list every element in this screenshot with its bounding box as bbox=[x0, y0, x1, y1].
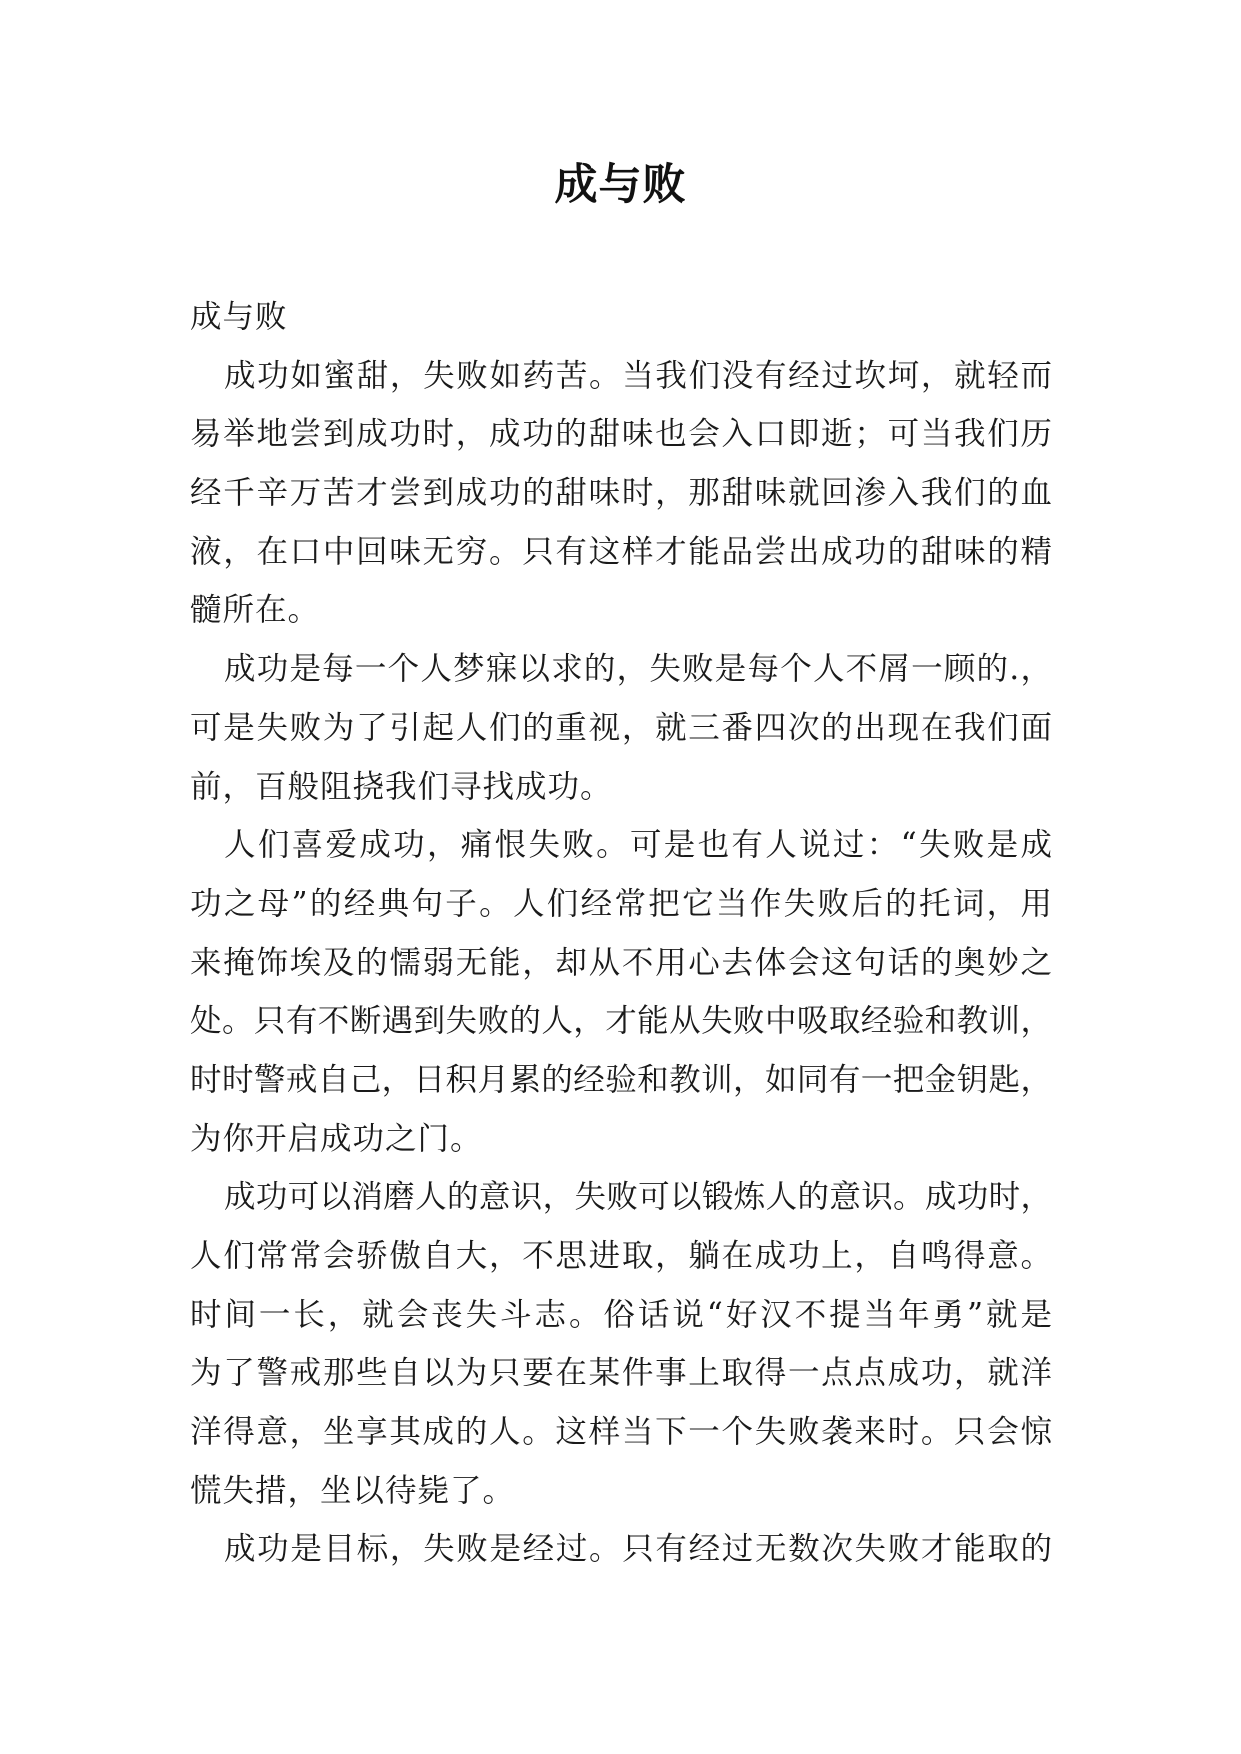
paragraph bbox=[190, 640, 1052, 816]
paragraph-line: 经千辛万苦才尝到成功的甜味时，那甜味就回渗入我们的血 bbox=[190, 475, 1052, 512]
document-body bbox=[190, 288, 1052, 1579]
paragraph-line: 处。只有不断遇到失败的人，才能从失败中吸取经验和教训， bbox=[190, 1003, 1052, 1040]
paragraph-line: 功之母”的经典句子。人们经常把它当作失败后的托词，用 bbox=[190, 885, 1052, 922]
paragraph-line: 可是失败为了引起人们的重视，就三番四次的出现在我们面 bbox=[190, 709, 1052, 746]
paragraph-line: 为了警戒那些自以为只要在某件事上取得一点点成功，就洋 bbox=[190, 1355, 1052, 1392]
paragraph-line: 慌失措，坐以待毙了。 bbox=[190, 1472, 516, 1509]
paragraph-line: 液，在口中回味无穷。只有这样才能品尝出成功的甜味的精 bbox=[190, 533, 1052, 570]
paragraph-line: 成功如蜜甜，失败如药苦。当我们没有经过坎坷，就轻而 bbox=[224, 357, 1052, 394]
document-title: 成与败 bbox=[554, 160, 687, 210]
paragraph-line: 来掩饰埃及的懦弱无能，却从不用心去体会这句话的奥妙之 bbox=[190, 944, 1052, 981]
paragraph-line: 人们喜爱成功，痛恨失败。可是也有人说过：“失败是成 bbox=[224, 827, 1052, 864]
paragraph-line: 时间一长，就会丧失斗志。俗话说“好汉不提当年勇”就是 bbox=[190, 1296, 1052, 1333]
paragraph bbox=[190, 1168, 1052, 1520]
section-heading: 成与败 bbox=[190, 299, 288, 335]
paragraph-line: 成功是每一个人梦寐以求的，失败是每个人不屑一顾的.， bbox=[224, 651, 1052, 688]
paragraph-line: 洋得意，坐享其成的人。这样当下一个失败袭来时。只会惊 bbox=[190, 1414, 1052, 1451]
paragraph-line: 时时警戒自己，日积月累的经验和教训，如同有一把金钥匙， bbox=[190, 1061, 1052, 1098]
paragraph-line: 人们常常会骄傲自大，不思进取，躺在成功上，自鸣得意。 bbox=[190, 1238, 1052, 1274]
paragraph-line: 为你开启成功之门。 bbox=[190, 1120, 483, 1157]
paragraph bbox=[190, 816, 1052, 1168]
paragraph-line: 成功可以消磨人的意识，失败可以锻炼人的意识。成功时， bbox=[224, 1179, 1052, 1216]
paragraph-line: 成功是目标，失败是经过。只有经过无数次失败才能取的 bbox=[224, 1531, 1052, 1568]
paragraph-line: 髓所在。 bbox=[190, 592, 321, 629]
paragraph-line: 前，百般阻挠我们寻找成功。 bbox=[190, 768, 613, 805]
paragraph bbox=[190, 1520, 1052, 1579]
paragraph bbox=[190, 347, 1052, 640]
paragraph-line: 易举地尝到成功时，成功的甜味也会入口即逝；可当我们历 bbox=[190, 416, 1052, 453]
